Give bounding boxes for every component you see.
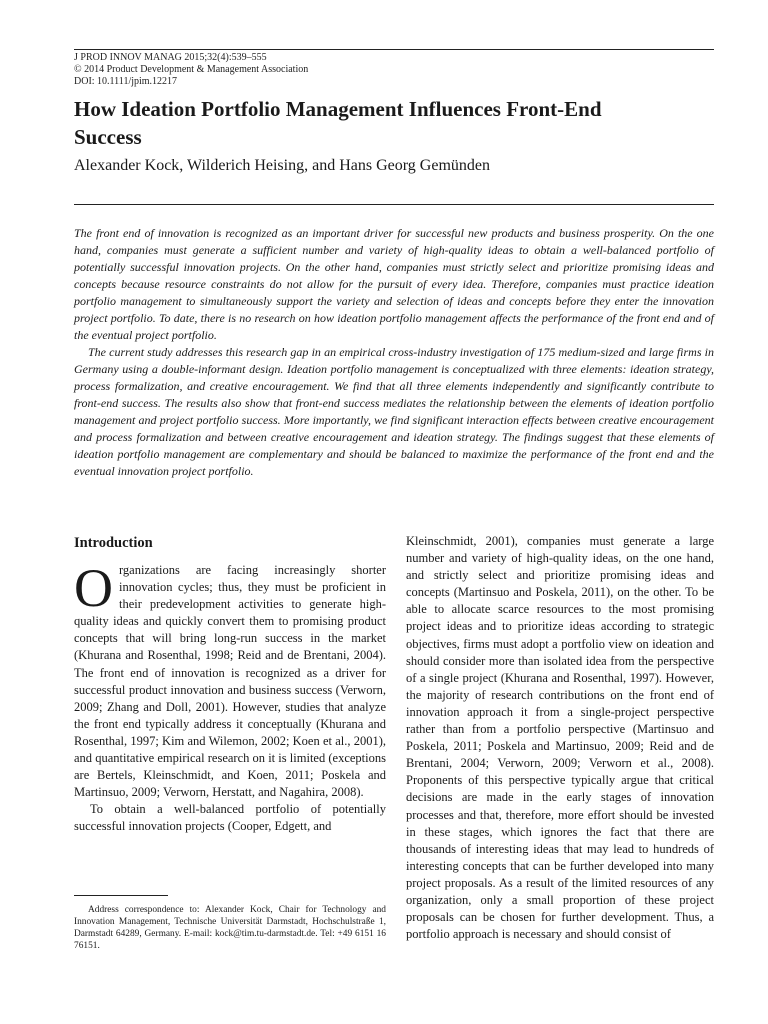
footnote-rule (74, 895, 168, 896)
abstract (74, 225, 714, 480)
author-list: Alexander Kock, Wilderich Heising, and Hans Georg Gemünden (74, 157, 490, 174)
left-column (74, 533, 386, 836)
body-paragraph: Kleinschmidt, 2001), companies must generate a large number and variety of high-quality ideas, on the one hand, and strictly select and prioritize promising ideas and concepts (Martinsuo and Poskela, 2011), on the other. To be able to allocate scarce resources to the most promising project ideas and to prioritize ideas according to strategic objectives, firms must adopt a portfolio view on ideation and should consider more than isolated idea from the perspective of a single project (Khurana and Rosenthal, 1997). However, the majority of research contributions on the front end of innovation approach it from a single-project perspective rather than from a portfolio perspective (Martinsuo and Poskela, 2011; Poskela and Martinsuo, 2009; Reid and de Brentani, 2004; Verworn, 2009; Verworn et al., 2008). Proponents of this perspective typically argue that critical decisions are made in the early stages of innovation processes and that, therefore, more effort should be invested in these stages, which ignores the fact that there are thousands of interesting ideas that may lead to hundreds of interesting concepts that can be further developed into many project proposals. As a result of the limited resources of any organization, only a small proportion of these project proposals can be chosen for further development. Thus, a portfolio approach is necessary and should consist of (406, 534, 714, 942)
drop-cap: O (74, 558, 113, 618)
abstract-paragraph: The front end of innovation is recognized as an important driver for successful new products and business prosperity. On the one hand, companies must generate a sufficient number and variety of high-quality ideas to obtain a well-balanced portfolio of potentially successful innovation projects. On the other hand, companies must strictly select and prioritize promising ideas and concepts because resource constraints do not allow for the pursuit of every idea. Therefore, companies must practice ideation portfolio management to simultaneously support the variety and selection of ideas and concepts before they enter the innovation project portfolio. To date, there is no research on how ideation portfolio management affects the performance of the front end and of the eventual project portfolio. (74, 226, 714, 342)
right-column (406, 533, 714, 943)
footnote-text: Address correspondence to: Alexander Kock, Chair for Technology and Innovation Management, Technische Universität Darmstadt, Hochschulstraße 1, Darmstadt 64289, Germany. E-mail: kock@tim.tu-darmstadt.de. Tel: +49 6151 16 76151. (74, 905, 386, 951)
intro-paragraph-text: rganizations are facing increasingly shorter innovation cycles; thus, they must be proficient in their predevelopment activities to generate high-quality ideas and quickly convert them to promising product concepts that will bring long-run success in the market (Khurana and Rosenthal, 1998; Reid and de Brentani, 2004). The front end of innovation is recognized as a driver for successful product innovation and business success (Verworn, 2009; Zhang and Doll, 2001). However, studies that analyze the front end typically address it conceptually (Khurana and Rosenthal, 1997; Kim and Wilemon, 2002; Koen et al., 2001), and quantitative empirical research on it is limited (exceptions are Bertels, Kleinschmidt, and Koen, 2011; Poskela and Martinsuo, 2009; Verworn, Herstatt, and Nagahira, 2008). (74, 563, 386, 800)
intro-paragraph (74, 558, 386, 801)
copyright-line: © 2014 Product Development & Management Association (74, 64, 309, 75)
article-title: How Ideation Portfolio Management Influences Front-End Success (74, 97, 602, 149)
correspondence-footnote (74, 904, 386, 952)
title-rule (74, 204, 714, 205)
section-heading-introduction: Introduction (74, 535, 153, 551)
citation-line: J PROD INNOV MANAG 2015;32(4):539–555 (74, 52, 267, 63)
top-rule (74, 49, 714, 50)
doi-line: DOI: 10.1111/jpim.12217 (74, 76, 178, 87)
journal-header (74, 52, 308, 88)
intro-paragraph: To obtain a well-balanced portfolio of potentially successful innovation projects (Cooper, Edgett, and (74, 802, 386, 834)
abstract-paragraph: The current study addresses this research gap in an empirical cross-industry investigation of 175 medium-sized and large firms in Germany using a double-informant design. Ideation portfolio management is conceptualized with three elements: ideation strategy, process formalization, and creative encouragement. We find that all three elements independently and significantly contribute to front-end success. The results also show that front-end success mediates the relationship between the elements of ideation portfolio management and project portfolio success. More importantly, we find significant interaction effects between creative encouragement and process formalization and between creative encouragement and ideation strategy. The findings suggest that these elements of ideation portfolio management are complementary and should be balanced to maximize the performance of the front end and the eventual innovation project portfolio. (74, 345, 714, 478)
